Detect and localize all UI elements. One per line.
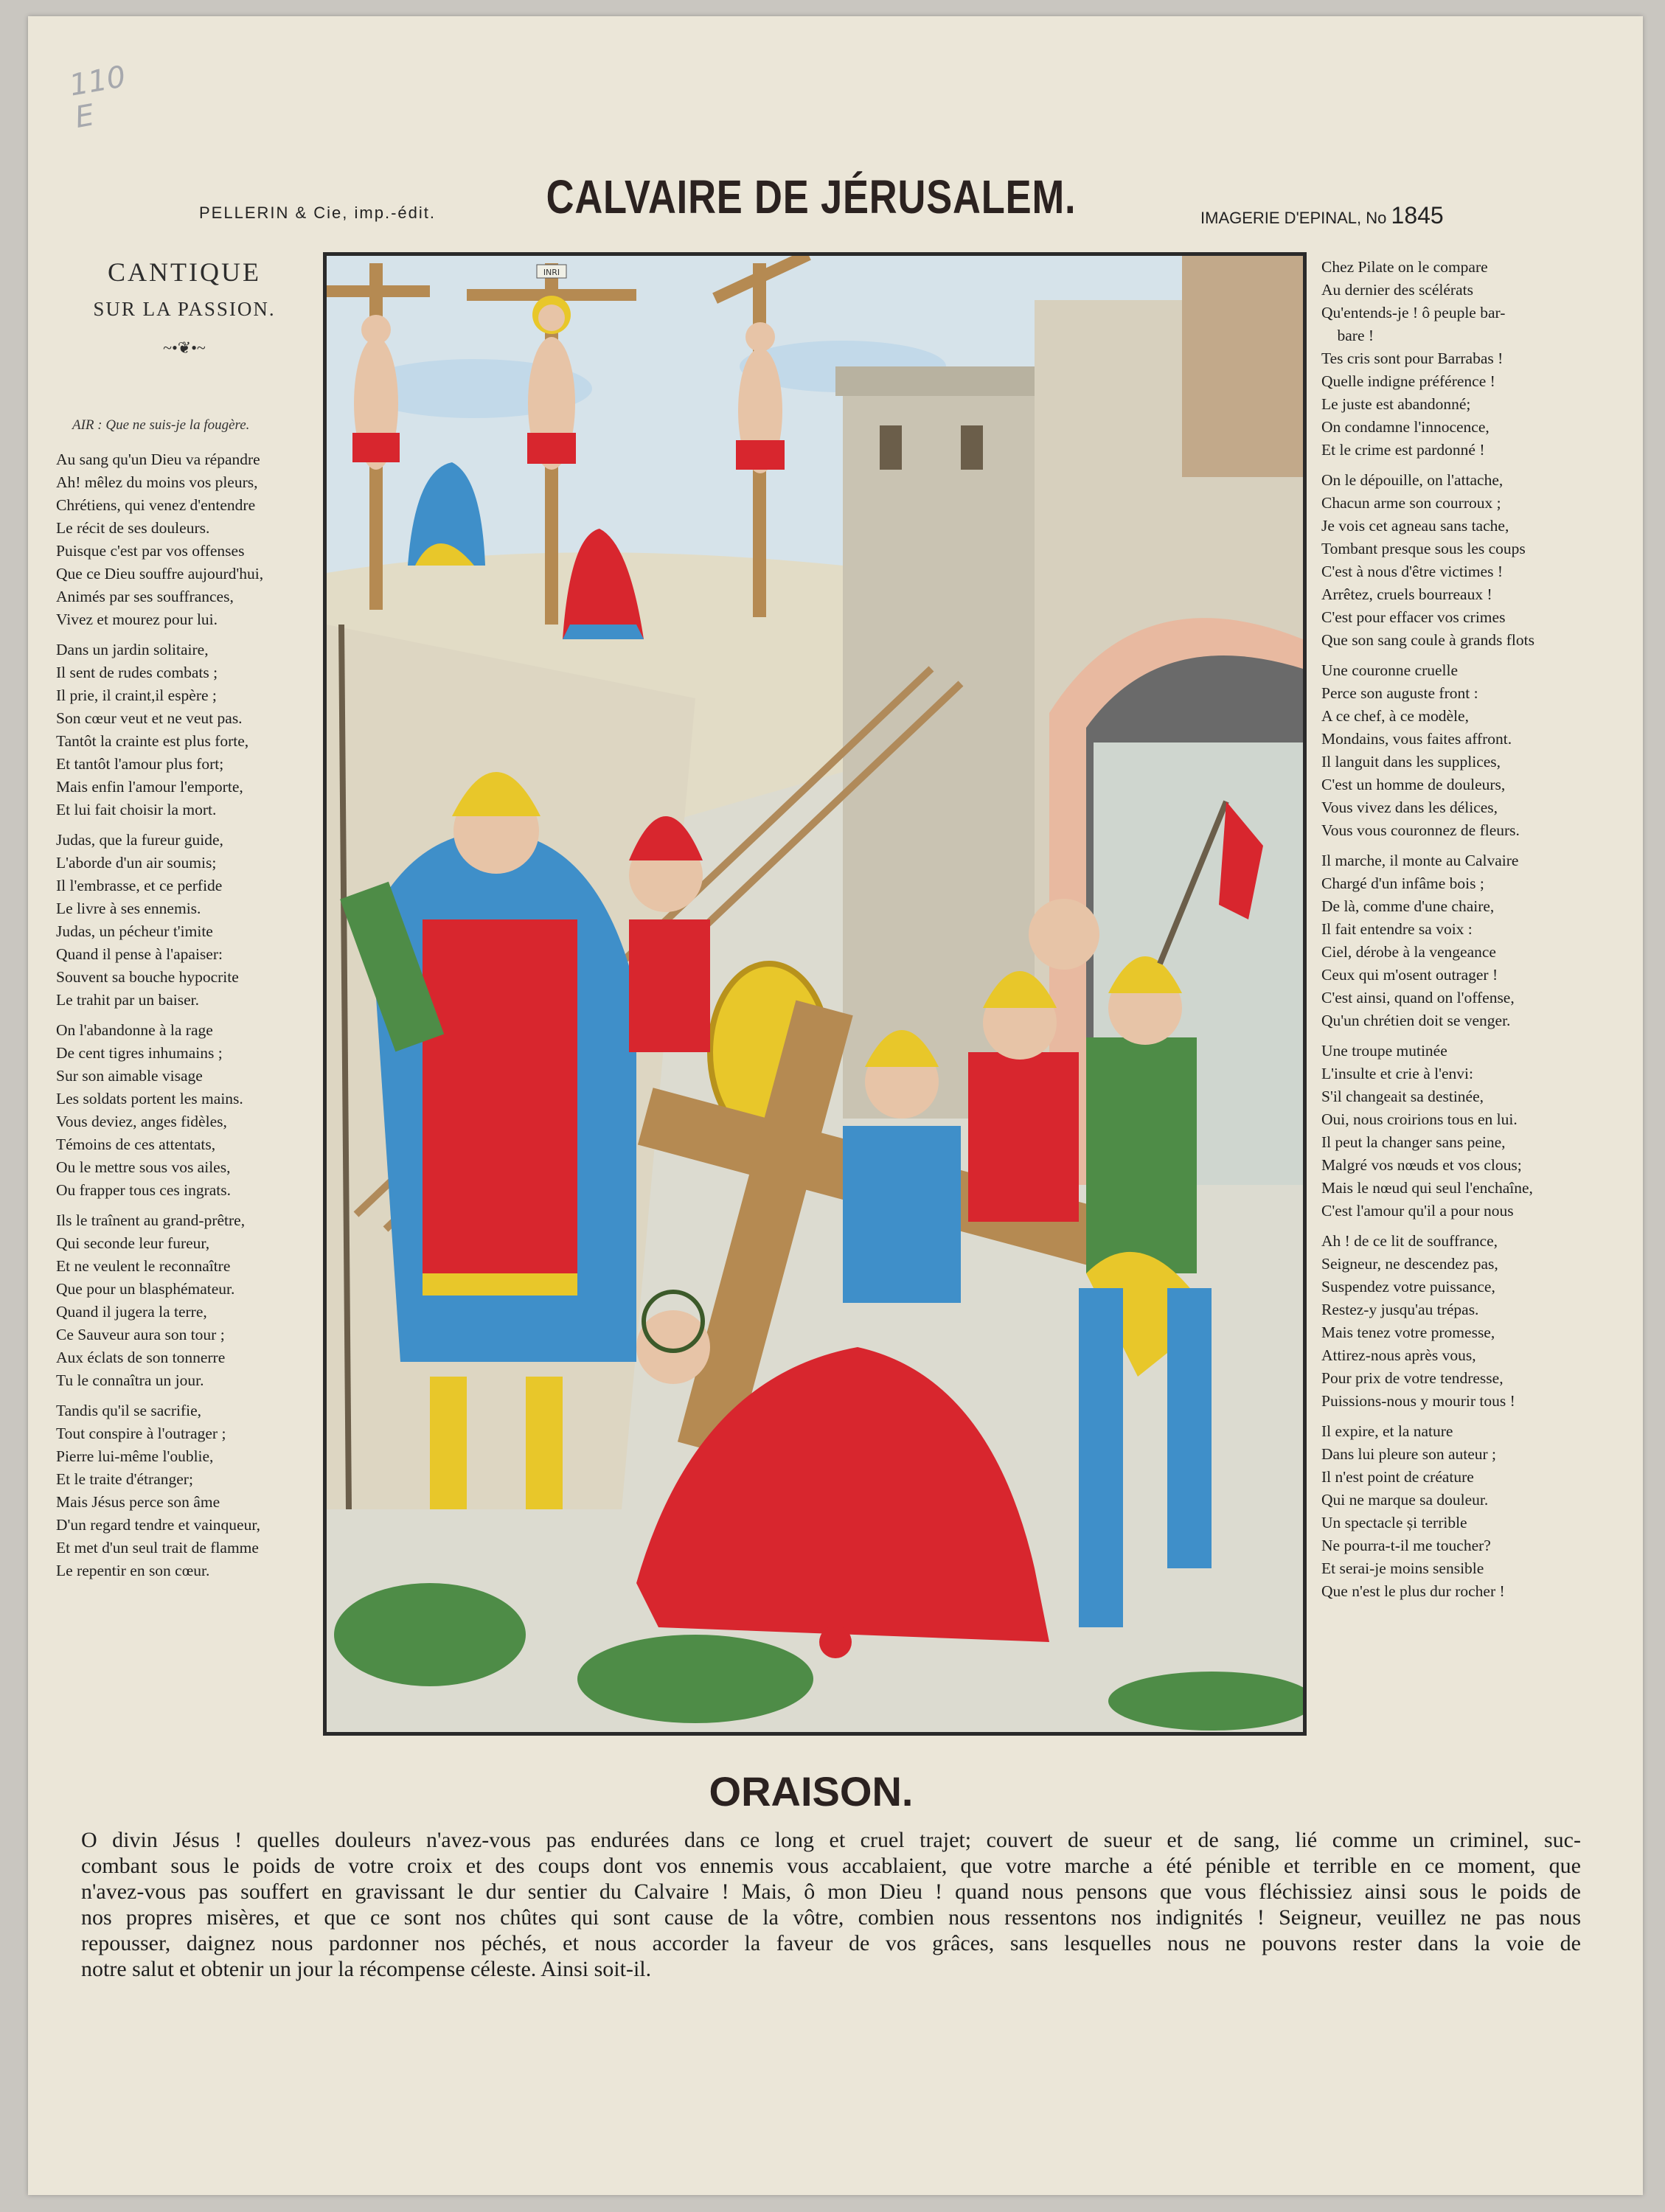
verse-line: Il l'embrasse, et ce perfide bbox=[56, 877, 223, 894]
verse-line: Vous deviez, anges fidèles, bbox=[56, 1113, 227, 1130]
stanza bbox=[1321, 1040, 1602, 1222]
prayer-line: n'avez-vous pas souffert en gravissant le dur sentier du Calvaire ! Mais, ô mon Dieu ! quand nous pensons que vous fléchissiez ainsi sous le poids de bbox=[81, 1879, 1581, 1904]
right-verse-column bbox=[1321, 256, 1602, 1610]
verse-line: Le livre à ses ennemis. bbox=[56, 900, 201, 917]
verse-line: Puissions-nous y mourir tous ! bbox=[1321, 1392, 1515, 1410]
stanza bbox=[1321, 256, 1602, 462]
verse-line: A ce chef, à ce modèle, bbox=[1321, 707, 1469, 725]
christ-carrying-cross bbox=[636, 1292, 1049, 1642]
stanza bbox=[56, 1209, 321, 1392]
verse-line: Oui, nous croirions tous en lui. bbox=[1321, 1110, 1518, 1128]
verse-line: Il marche, il monte au Calvaire bbox=[1321, 852, 1519, 869]
verse-line: Tes cris sont pour Barrabas ! bbox=[1321, 349, 1504, 367]
verse-line: On l'abandonne à la rage bbox=[56, 1021, 213, 1039]
verse-line: Le juste est abandonné; bbox=[1321, 395, 1471, 413]
verse-line: Il sent de rudes combats ; bbox=[56, 664, 218, 681]
verse-line: Au sang qu'un Dieu va répandre bbox=[56, 451, 260, 468]
verse-line: Il n'est point de créature bbox=[1321, 1468, 1474, 1486]
verse-line: Et lui fait choisir la mort. bbox=[56, 801, 217, 818]
stanza bbox=[56, 829, 321, 1012]
prayer-line: nos propres misères, et que ce sont nos chûtes qui sont cause de la vôtre, combien nous ressentons nos indignités ! Seigneur, veuillez ne pas nous bbox=[81, 1905, 1581, 1930]
cantique-heading bbox=[52, 257, 317, 358]
prayer-text bbox=[81, 1827, 1581, 1982]
stanza bbox=[1321, 1420, 1602, 1603]
verse-line: L'aborde d'un air soumis; bbox=[56, 854, 217, 872]
verse-line: Que son sang coule à grands flots bbox=[1321, 631, 1534, 649]
verse-line: Et ne veulent le reconnaître bbox=[56, 1257, 231, 1275]
verse-line: Restez-y jusqu'au trépas. bbox=[1321, 1301, 1479, 1318]
verse-line: C'est un homme de douleurs, bbox=[1321, 776, 1506, 793]
verse-line: Vous vivez dans les délices, bbox=[1321, 799, 1498, 816]
verse-line: Que ce Dieu souffre aujourd'hui, bbox=[56, 565, 264, 582]
cantique-title: CANTIQUE bbox=[108, 257, 261, 287]
verse-line: C'est ainsi, quand on l'offense, bbox=[1321, 989, 1515, 1006]
verse-line: Pour prix de votre tendresse, bbox=[1321, 1369, 1504, 1387]
verse-line: Judas, un pécheur t'imite bbox=[56, 922, 213, 940]
page-title: CALVAIRE DE JÉRUSALEM. bbox=[546, 170, 1077, 223]
verse-line: Ceux qui m'osent outrager ! bbox=[1321, 966, 1498, 984]
left-verse-column bbox=[56, 448, 321, 1590]
verse-line: Ciel, dérobe à la vengeance bbox=[1321, 943, 1496, 961]
verse-line: Dans un jardin solitaire, bbox=[56, 641, 209, 658]
verse-line: Chrétiens, qui venez d'entendre bbox=[56, 496, 256, 514]
verse-line: Que pour un blasphémateur. bbox=[56, 1280, 235, 1298]
inri-text: INRI bbox=[543, 268, 560, 277]
print-number: 1845 bbox=[1391, 202, 1444, 229]
verse-line: Une troupe mutinée bbox=[1321, 1042, 1447, 1060]
verse-line: Ou frapper tous ces ingrats. bbox=[56, 1181, 232, 1199]
verse-line: Qu'entends-je ! ô peuple bar- bbox=[1321, 304, 1506, 321]
verse-line: Ou le mettre sous vos ailes, bbox=[56, 1158, 231, 1176]
ornament-icon: ~•❦•~ bbox=[163, 338, 206, 357]
verse-line: Qu'un chrétien doit se venger. bbox=[1321, 1012, 1511, 1029]
verse-line: Les soldats portent les mains. bbox=[56, 1090, 243, 1107]
verse-line: Ah! mêlez du moins vos pleurs, bbox=[56, 473, 258, 491]
verse-line: Souvent sa bouche hypocrite bbox=[56, 968, 239, 986]
verse-line: Il expire, et la nature bbox=[1321, 1422, 1453, 1440]
verse-line: Le trahit par un baiser. bbox=[56, 991, 200, 1009]
verse-line: Mais le nœud qui seul l'enchaîne, bbox=[1321, 1179, 1533, 1197]
verse-line: bare ! bbox=[1321, 327, 1374, 344]
verse-line: Tu le connaîtra un jour. bbox=[56, 1371, 204, 1389]
verse-line: Animés par ses souffrances, bbox=[56, 588, 234, 605]
verse-line: Puisque c'est par vos offenses bbox=[56, 542, 245, 560]
verse-line: De là, comme d'une chaire, bbox=[1321, 897, 1495, 915]
verse-line: Chacun arme son courroux ; bbox=[1321, 494, 1501, 512]
verse-line: Chargé d'un infâme bois ; bbox=[1321, 874, 1484, 892]
stanza bbox=[56, 448, 321, 631]
imagerie-label: IMAGERIE D'EPINAL, No bbox=[1200, 209, 1387, 227]
verse-line: D'un regard tendre et vainqueur, bbox=[56, 1516, 261, 1534]
verse-line: Et met d'un seul trait de flamme bbox=[56, 1539, 259, 1557]
verse-line: Témoins de ces attentats, bbox=[56, 1135, 216, 1153]
verse-line: Quand il pense à l'apaiser: bbox=[56, 945, 223, 963]
verse-line: S'il changeait sa destinée, bbox=[1321, 1088, 1484, 1105]
verse-line: Attirez-nous après vous, bbox=[1321, 1346, 1476, 1364]
verse-line: Sur son aimable visage bbox=[56, 1067, 203, 1085]
verse-line: Qui seconde leur fureur, bbox=[56, 1234, 210, 1252]
verse-line: L'insulte et crie à l'envi: bbox=[1321, 1065, 1473, 1082]
verse-line: Chez Pilate on le compare bbox=[1321, 258, 1488, 276]
verse-line: Mondains, vous faites affront. bbox=[1321, 730, 1512, 748]
verse-line: Ce Sauveur aura son tour ; bbox=[56, 1326, 225, 1343]
stanza bbox=[1321, 849, 1602, 1032]
verse-line: Tombant presque sous les coups bbox=[1321, 540, 1526, 557]
verse-line: Le récit de ses douleurs. bbox=[56, 519, 210, 537]
oraison-title: ORAISON. bbox=[709, 1768, 914, 1815]
verse-line: Perce son auguste front : bbox=[1321, 684, 1478, 702]
verse-line: Il languit dans les supplices, bbox=[1321, 753, 1501, 771]
verse-line: Je vois cet agneau sans tache, bbox=[1321, 517, 1509, 535]
stanza bbox=[1321, 469, 1602, 652]
verse-line: Il peut la changer sans peine, bbox=[1321, 1133, 1506, 1151]
verse-line: Tantôt la crainte est plus forte, bbox=[56, 732, 249, 750]
verse-line: C'est pour effacer vos crimes bbox=[1321, 608, 1506, 626]
stanza bbox=[1321, 659, 1602, 842]
prayer-line: repousser, daignez nous pardonner nos péchés, et nous accorder la faveur de vos grâces, sans lesquelles nous ne pouvons rester dans la voie de bbox=[81, 1931, 1581, 1955]
verse-line: Le repentir en son cœur. bbox=[56, 1562, 210, 1579]
verse-line: C'est à nous d'être victimes ! bbox=[1321, 563, 1503, 580]
verse-line: Ils le traînent au grand-prêtre, bbox=[56, 1211, 246, 1229]
bearded-man bbox=[1029, 899, 1099, 970]
verse-line: Et serai-je moins sensible bbox=[1321, 1559, 1484, 1577]
verse-line: Tout conspire à l'outrager ; bbox=[56, 1425, 226, 1442]
verse-line: Pierre lui-même l'oublie, bbox=[56, 1447, 214, 1465]
printer-credit: PELLERIN & Cie, imp.-édit. bbox=[199, 204, 436, 222]
cantique-subtitle: SUR LA PASSION. bbox=[93, 298, 276, 320]
stanza bbox=[56, 1399, 321, 1582]
building bbox=[1182, 256, 1303, 477]
verse-line: Et le traite d'étranger; bbox=[56, 1470, 193, 1488]
verse-line: Quelle indigne préférence ! bbox=[1321, 372, 1495, 390]
verse-line: Et tantôt l'amour plus fort; bbox=[56, 755, 224, 773]
verse-line: Que n'est le plus dur rocher ! bbox=[1321, 1582, 1505, 1600]
verse-line: Il fait entendre sa voix : bbox=[1321, 920, 1473, 938]
verse-line: Son cœur veut et ne veut pas. bbox=[56, 709, 243, 727]
verse-line: Mais enfin l'amour l'emporte, bbox=[56, 778, 243, 796]
verse-line: Seigneur, ne descendez pas, bbox=[1321, 1255, 1498, 1273]
pencil-inventory-mark: 110 E bbox=[66, 60, 128, 135]
stanza bbox=[56, 639, 321, 821]
verse-line: Suspendez votre puissance, bbox=[1321, 1278, 1495, 1295]
verse-line: Arrêtez, cruels bourreaux ! bbox=[1321, 585, 1492, 603]
stanza bbox=[1321, 1230, 1602, 1413]
verse-line: C'est l'amour qu'il a pour nous bbox=[1321, 1202, 1514, 1220]
verse-line: De cent tigres inhumains ; bbox=[56, 1044, 223, 1062]
verse-line: Il prie, il craint,il espère ; bbox=[56, 686, 217, 704]
verse-line: Malgré vos nœuds et vos clous; bbox=[1321, 1156, 1522, 1174]
verse-line: Vivez et mourez pour lui. bbox=[56, 611, 218, 628]
verse-line: Mais Jésus perce son âme bbox=[56, 1493, 220, 1511]
verse-line: Tandis qu'il se sacrifie, bbox=[56, 1402, 202, 1419]
verse-line: Une couronne cruelle bbox=[1321, 661, 1459, 679]
verse-line: Ne pourra-t-il me toucher? bbox=[1321, 1537, 1491, 1554]
verse-line: Mais tenez votre promesse, bbox=[1321, 1324, 1495, 1341]
imagerie-number bbox=[1200, 202, 1444, 229]
melody-note: AIR : Que ne suis-je la fougère. bbox=[72, 417, 250, 433]
verse-line: On le dépouille, on l'attache, bbox=[1321, 471, 1504, 489]
prayer-line: combant sous le poids de votre croix et des coups dont vos ennemis vous accablaient, que votre marche a été pénible et terrible en ce moment, que bbox=[81, 1854, 1581, 1878]
prayer-line: O divin Jésus ! quelles douleurs n'avez-vous pas endurées dans ce long et cruel trajet; couvert de sueur et de sang, lié comme un criminel, suc- bbox=[81, 1828, 1581, 1852]
verse-line: Ah ! de ce lit de souffrance, bbox=[1321, 1232, 1498, 1250]
verse-line: Au dernier des scélérats bbox=[1321, 281, 1473, 299]
stanza bbox=[56, 1019, 321, 1202]
verse-line: Un spectacle și terrible bbox=[1321, 1514, 1467, 1531]
illustration-svg bbox=[327, 256, 1303, 1732]
verse-line: Et le crime est pardonné ! bbox=[1321, 441, 1485, 459]
woodcut-illustration bbox=[323, 252, 1307, 1736]
verse-line: Aux éclats de son tonnerre bbox=[56, 1349, 226, 1366]
verse-line: Dans lui pleure son auteur ; bbox=[1321, 1445, 1497, 1463]
verse-line: Qui ne marque sa douleur. bbox=[1321, 1491, 1489, 1509]
prayer-line: notre salut et obtenir un jour la récompense céleste. Ainsi soit-il. bbox=[81, 1957, 652, 1981]
verse-line: Vous vous couronnez de fleurs. bbox=[1321, 821, 1520, 839]
verse-line: Quand il jugera la terre, bbox=[56, 1303, 207, 1321]
verse-line: On condamne l'innocence, bbox=[1321, 418, 1490, 436]
verse-line: Judas, que la fureur guide, bbox=[56, 831, 223, 849]
